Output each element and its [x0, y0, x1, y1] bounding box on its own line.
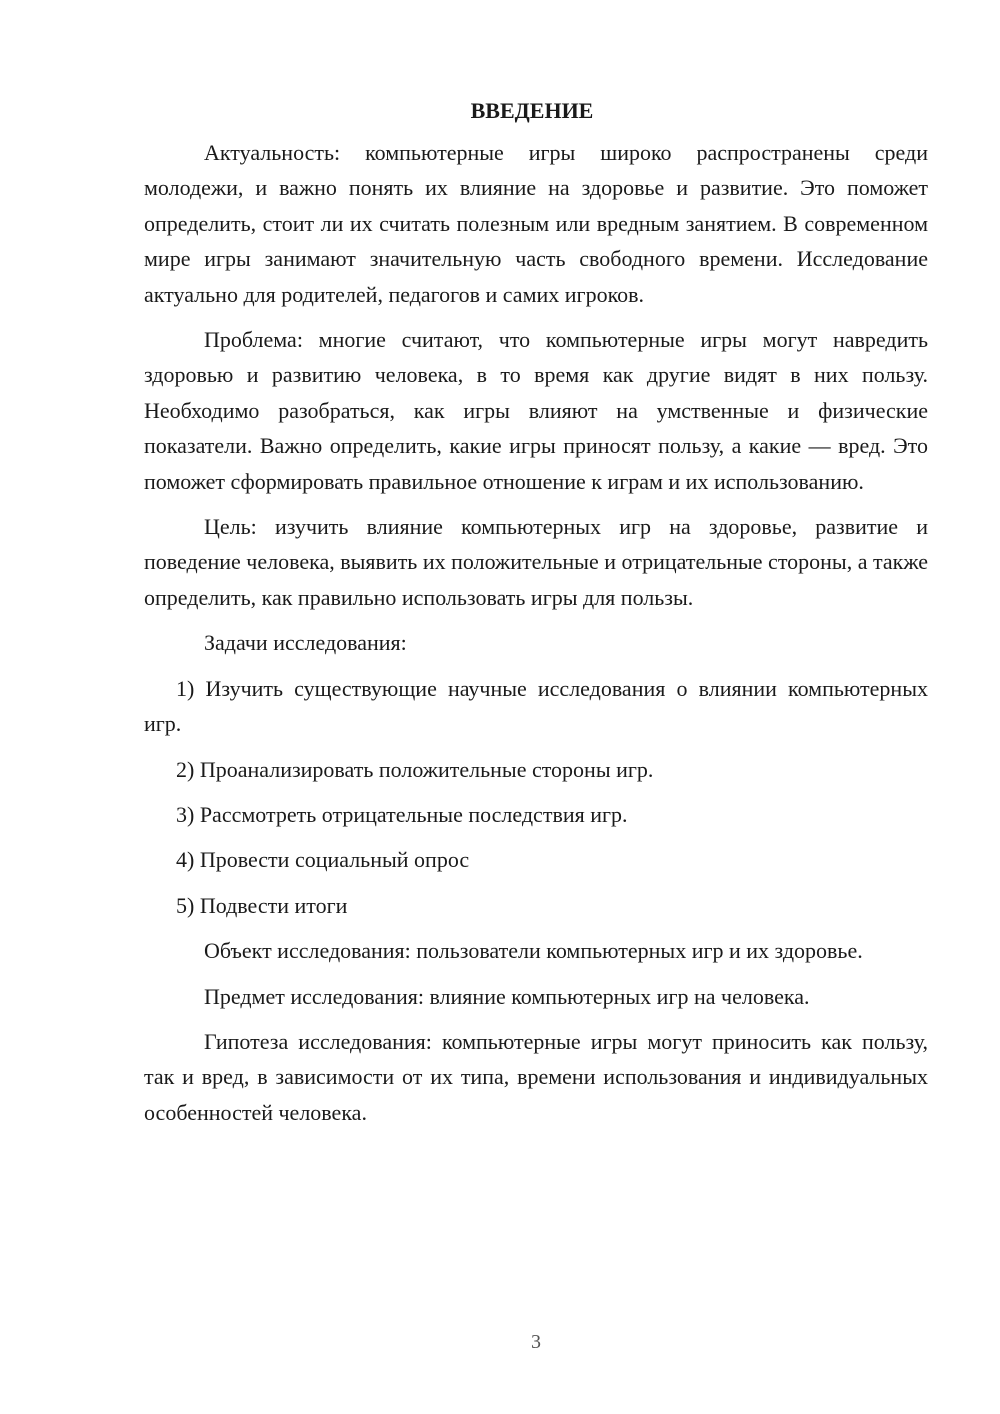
task-item-5: 5) Подвести итоги — [176, 892, 348, 918]
goal-paragraph: Цель: изучить влияние компьютерных игр на здоровье, развитие и поведение человека, выявить их положительные и отрицательные стороны, а также определить, как правильно использовать игры для пользы. — [144, 514, 928, 610]
page-number: 3 — [531, 1331, 541, 1353]
tasks-heading: Задачи исследования: — [204, 630, 407, 656]
page-content — [144, 96, 928, 1140]
problem-paragraph: Проблема: многие считают, что компьютерные игры могут навредить здоровью и развитию человека, в то время как другие видят в них пользу. Необходимо разобраться, как игры влияют на умственные и физические показатели. Важно определить, какие игры приносят пользу, а какие — вред. Это поможет сформировать правильное отношение к играм и их использованию. — [144, 327, 928, 494]
task-item-2: 2) Проанализировать положительные стороны игр. — [176, 756, 654, 782]
hypothesis-paragraph: Гипотеза исследования: компьютерные игры могут приносить как пользу, так и вред, в зависимости от их типа, времени использования и индивидуальных особенностей человека. — [144, 1028, 928, 1125]
subject-paragraph: Предмет исследования: влияние компьютерных игр на человека. — [204, 983, 810, 1009]
task-item-4: 4) Провести социальный опрос — [176, 847, 470, 873]
object-paragraph: Объект исследования: пользователи компьютерных игр и их здоровье. — [204, 938, 863, 964]
task-item-1: 1) Изучить существующие научные исследования о влиянии компьютерных игр. — [144, 675, 928, 737]
task-item-3: 3) Рассмотреть отрицательные последствия игр. — [176, 801, 628, 827]
section-title: ВВЕДЕНИЕ — [470, 98, 594, 123]
relevance-paragraph: Актуальность: компьютерные игры широко распространены среди молодежи, и важно понять их влияние на здоровье и развитие. Это поможет определить, стоит ли их считать полезным или вредным занятием. В современном мире игры занимают значительную часть свободного времени. Исследование актуально для родителей, педагогов и самих игроков. — [144, 140, 928, 307]
